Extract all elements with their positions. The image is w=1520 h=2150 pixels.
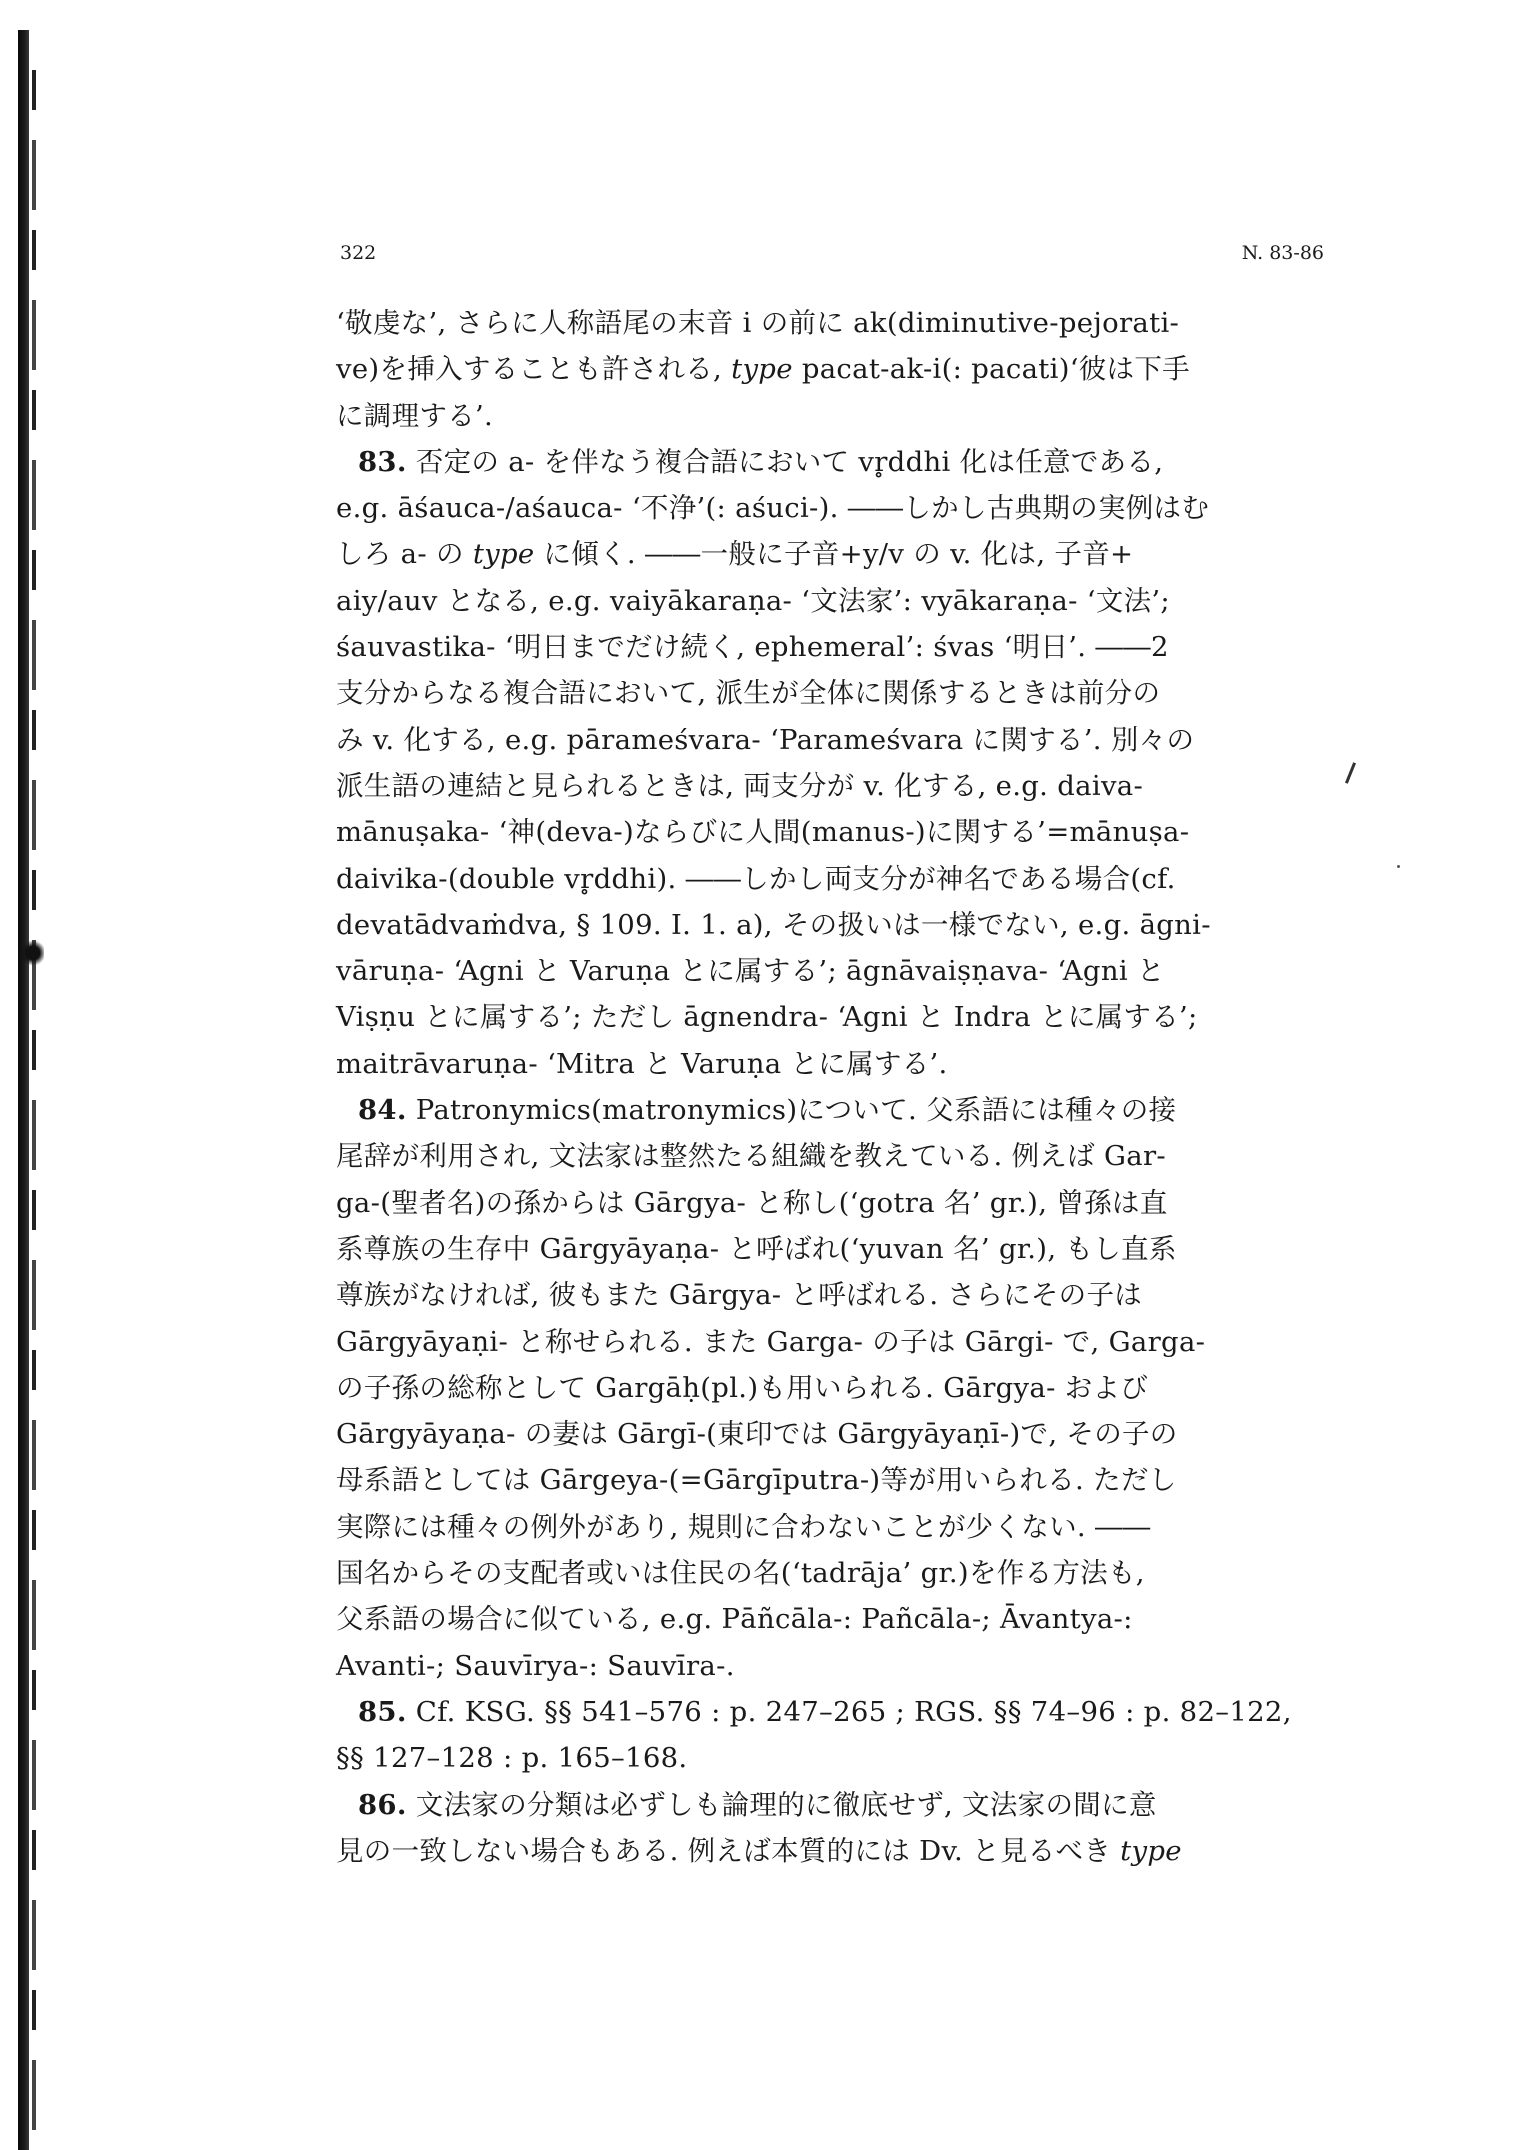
text-segment: 母系語としては Gārgeya-(=Gārgīputra-)等が用いられる. ただし xyxy=(336,1464,1177,1497)
section-number: 85. xyxy=(358,1695,407,1728)
text-segment: mānuṣaka- ‘神(deva-)ならびに人間(manus-)に関する’=mānuṣa- xyxy=(336,816,1190,849)
running-header xyxy=(340,242,1324,272)
section-reference: N. 83-86 xyxy=(1241,242,1324,264)
page-number: 322 xyxy=(340,242,377,264)
text-line xyxy=(336,485,1324,531)
text-segment: devatādvaṁdva, § 109. I. 1. a), その扱いは一様でない, e.g. āgni- xyxy=(336,908,1211,941)
text-segment: ga-(聖者名)の孫からは Gārgya- と称し(‘gotra 名’ gr.), 曾孫は直 xyxy=(336,1186,1168,1219)
italic-term: type xyxy=(1120,1834,1182,1867)
text-line xyxy=(336,300,1324,346)
text-line xyxy=(336,1226,1324,1272)
section-number: 83. xyxy=(358,445,407,478)
text-line xyxy=(336,809,1324,855)
text-segment: 系尊族の生存中 Gārgyāyaṇa- と呼ばれ(‘yuvan 名’ gr.), もし直系 xyxy=(336,1232,1177,1265)
text-line xyxy=(336,1133,1324,1179)
text-segment: 実際には種々の例外があり, 規則に合わないことが少くない. ―― xyxy=(336,1510,1151,1543)
text-segment: 派生語の連結と見られるときは, 両支分が v. 化する, e.g. daiva- xyxy=(336,769,1144,802)
text-line xyxy=(336,670,1324,716)
text-segment: §§ 127–128 : p. 165–168. xyxy=(336,1742,688,1775)
text-line xyxy=(336,624,1324,670)
text-line xyxy=(336,1272,1324,1318)
text-line xyxy=(336,439,1324,485)
italic-term: type xyxy=(472,538,535,571)
text-segment: maitrāvaruṇa- ‘Mitra と Varuṇa とに属する’. xyxy=(336,1047,948,1080)
text-line xyxy=(336,1550,1324,1596)
text-line xyxy=(336,1735,1324,1781)
text-line xyxy=(336,1365,1324,1411)
text-segment: 支分からなる複合語において, 派生が全体に関係するときは前分の xyxy=(336,677,1161,710)
margin-dot xyxy=(1397,865,1400,868)
text-segment: Viṣṇu とに属する’; ただし āgnendra- ‘Agni と Indra とに属する’; xyxy=(336,1001,1198,1034)
text-segment: しろ a- の xyxy=(336,538,473,571)
text-segment: 見の一致しない場合もある. 例えば本質的には Dv. と見るべき xyxy=(336,1834,1121,1867)
text-segment: ‘敬虔な’, さらに人称語尾の末音 i の前に ak(diminutive-pejorati- xyxy=(336,307,1180,339)
text-segment: Cf. KSG. §§ 541–576 : p. 247–265 ; RGS. §§ 74–96 : p. 82–122, xyxy=(406,1695,1292,1728)
text-line xyxy=(336,1782,1324,1828)
text-segment: に調理する’. xyxy=(336,399,494,432)
text-line xyxy=(336,763,1324,809)
text-line xyxy=(336,346,1324,392)
text-line xyxy=(336,902,1324,948)
text-line xyxy=(336,948,1324,994)
text-line xyxy=(336,1180,1324,1226)
text-segment: 文法家の分類は必ずしも論理的に徹底せず, 文法家の間に意 xyxy=(406,1788,1157,1821)
text-line xyxy=(336,717,1324,763)
text-segment: Patronymics(matronymics)について. 父系語には種々の接 xyxy=(406,1094,1177,1127)
text-line xyxy=(336,1411,1324,1457)
text-segment: vāruṇa- ‘Agni と Varuṇa とに属する’; āgnāvaiṣṇava- ‘Agni と xyxy=(336,955,1165,988)
text-line xyxy=(336,1596,1324,1642)
text-segment: ve)を挿入することも許される, xyxy=(336,353,732,386)
text-segment: の子孫の総称として Gargāḥ(pl.)も用いられる. Gārgya- および xyxy=(336,1371,1149,1404)
book-binding-edge xyxy=(18,30,48,2150)
binding-shadow xyxy=(18,30,29,2150)
binding-stitch-marks xyxy=(32,70,36,2130)
text-segment: Gārgyāyaṇi- と称せられる. また Garga- の子は Gārgi- で, Garga- xyxy=(336,1325,1206,1358)
text-segment: e.g. āśauca-/aśauca- ‘不浄’(: aśuci-). ――しかし古典期の実例はむ xyxy=(336,492,1210,525)
text-segment: pacat-ak-i(: pacati)‘彼は下手 xyxy=(792,353,1190,386)
text-segment: み v. 化する, e.g. pārameśvara- ‘Parameśvara に関する’. 別々の xyxy=(336,723,1195,756)
text-segment: 尾辞が利用され, 文法家は整然たる組織を教えている. 例えば Gar- xyxy=(336,1140,1167,1173)
body-text xyxy=(336,300,1324,1874)
text-segment: Avanti-; Sauvīrya-: Sauvīra-. xyxy=(336,1649,735,1682)
text-segment: 父系語の場合に似ている, e.g. Pāñcāla-: Pañcāla-; Āvantya-: xyxy=(336,1603,1133,1636)
text-line xyxy=(336,531,1324,577)
text-line xyxy=(336,1504,1324,1550)
text-segment: Gārgyāyaṇa- の妻は Gārgī-(東印では Gārgyāyaṇī-)で, その子の xyxy=(336,1418,1178,1451)
binding-smudge xyxy=(22,940,44,966)
text-segment: daivika-(double vr̥ddhi). ――しかし両支分が神名である場合(cf. xyxy=(336,862,1176,895)
text-segment: aiy/auv となる, e.g. vaiyākaraṇa- ‘文法家’: vyākaraṇa- ‘文法’; xyxy=(336,584,1171,617)
section-number: 84. xyxy=(358,1094,407,1127)
text-segment: 否定の a- を伴なう複合語において vr̥ddhi 化は任意である, xyxy=(406,445,1164,478)
text-line xyxy=(336,1828,1324,1874)
text-line xyxy=(336,1087,1324,1133)
text-line xyxy=(336,1643,1324,1689)
text-segment: śauvastika- ‘明日までだけ続く, ephemeral’: śvas ‘明日’. ――2 xyxy=(336,631,1169,664)
text-segment: 尊族がなければ, 彼もまた Gārgya- と呼ばれる. さらにその子は xyxy=(336,1279,1143,1312)
text-line xyxy=(336,994,1324,1040)
text-line xyxy=(336,1041,1324,1087)
text-line xyxy=(336,578,1324,624)
text-segment: 国名からその支配者或いは住民の名(‘tadrāja’ gr.)を作る方法も, xyxy=(336,1557,1145,1590)
text-line xyxy=(336,856,1324,902)
section-number: 86. xyxy=(358,1788,407,1821)
text-line xyxy=(336,1319,1324,1365)
margin-pencil-mark xyxy=(1345,762,1356,784)
italic-term: type xyxy=(731,353,793,386)
text-line xyxy=(336,1457,1324,1503)
text-line xyxy=(336,1689,1324,1735)
text-line xyxy=(336,393,1324,439)
text-segment: に傾く. ――一般に子音+y/v の v. 化は, 子音+ xyxy=(534,538,1134,571)
